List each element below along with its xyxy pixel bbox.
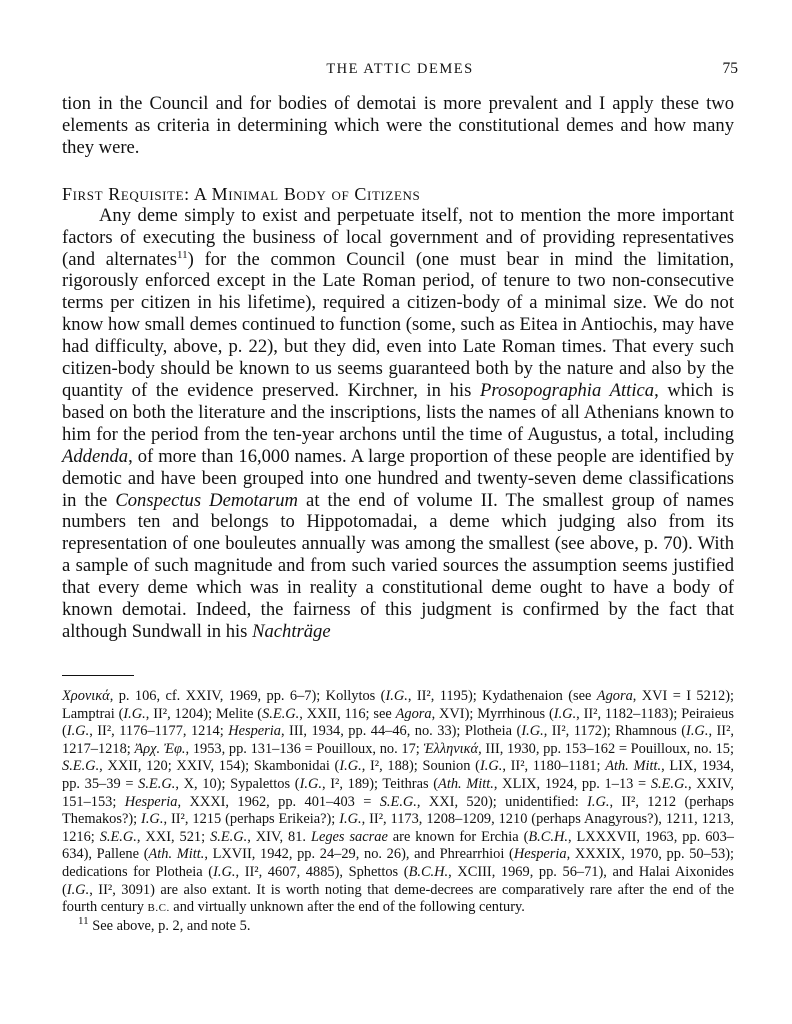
page-number: 75 — [722, 60, 738, 77]
footnote-rule — [62, 675, 134, 676]
running-head: THE ATTIC DEMES — [326, 61, 474, 77]
footnote-11: $^{11}$ See above, p. 2, and note 5. — [78, 914, 251, 934]
footnote-number: 11 — [78, 914, 89, 927]
paragraph-continued: tion in the Council and for bodies of demotai is more prevalent and I apply these two elements as criteria in determining which were the constitutional demes and how many they were. — [62, 93, 734, 158]
page-header — [62, 58, 738, 82]
footnote-reference: 11 — [177, 248, 188, 261]
footnote-continuation: Χρονικά, p. 106, cf. XXIV, 1969, pp. 6–7); Kollytos (I.G., II², 1195); Kydathenaion (see Agora, XVI = I 5212); Lamptrai (I.G., II², 1204); Melite (S.E.G., XXII, 116; see Agora, XVI); Myrrhinous (I.G., II², 1182–1183); Peiraieus (I.G., II², 1176–1177, 1214; Hesperia, III, 1934, pp. 44–46, no. 33); Plotheia (I.G., II², 1172); Rhamnous (I.G., II², 1217–1218; Ἀρχ. Ἐφ., 1953, pp. 131–136 = Pouilloux, no. 17; Ἑλληνικά, III, 1930, pp. 153–162 = Pouilloux, no. 15; S.E.G., XXII, 120; XXIV, 154); Skambonidai (I.G., I², 188); Sounion (I.G., II², 1180–1181; Ath. Mitt., LIX, 1934, pp. 35–39 = S.E.G., X, 10); Sypalettos (I.G., I², 189); Teithras (Ath. Mitt., XLIX, 1924, pp. 1–13 = S.E.G., XXIV, 151–153; Hesperia, XXXI, 1962, pp. 401–403 = S.E.G., XXI, 520); unidentified: I.G., II², 1212 (perhaps Themakos?); I.G., II², 1215 (perhaps Erikeia?); I.G., II², 1173, 1208–1209, 1210 (perhaps Anagyrous?), 1211, 1213, 1216; S.E.G., XXI, 521; S.E.G., XIV, 81. Leges sacrae are known for Erchia (B.C.H., LXXXVII, 1963, pp. 603–634), Pallene (Ath. Mitt., LXVII, 1942, pp. 24–29, no. 26), and Phrearrhioi (Hesperia, XXXIX, 1970, pp. 50–53); dedications for Plotheia (I.G., II², 4607, 4885), Sphettos (B.C.H., XCIII, 1969, pp. 56–71), and Halai Aixonides (I.G., II², 3091) are also extant. It is worth noting that deme-decrees are comparatively rare after the end of the fourth century B.C. and virtually unknown after the end of the following century. — [62, 688, 735, 916]
footnotes — [62, 688, 734, 935]
main-text — [62, 93, 734, 643]
section-heading: First Requisite: A Minimal Body of Citizens — [62, 183, 421, 204]
paragraph-first-requisite: Any deme simply to exist and perpetuate itself, not to mention the more important factors of executing the business of local government and of providing representatives (and alternates$^{11}$) for the common Council (one must bear in mind the limitation, rigorously enforced except in the Late Roman period, of tenure to two non-consecutive terms per citizen in his lifetime), required a citizen-body of a minimal size. We do not know how small demes continued to function (some, such as Eitea in Antiochis, may have had difficulty, above, p. 22), but they did, even into Late Roman times. That every such citizen-body should be known to us seems guaranteed both by the nature and also by the quantity of the evidence preserved. Kirchner, in his Prosopographia Attica, which is based on both the literature and the inscriptions, lists the names of all Athenians known to him for the period from the ten-year archons until the time of Augustus, a total, including Addenda, of more than 16,000 names. A large proportion of these people are identified by demotic and have been grouped into one hundred and twenty-seven deme classifications in the Conspectus Demotarum at the end of volume II. The smallest group of names numbers ten and belongs to Hippotomadai, a deme which judging also from its representation of one bouleutes annually was among the smallest (see above, p. 70). With a sample of such magnitude and from such varied sources the assumption seems justified that every deme which was in reality a constitutional deme ought to have a body of known demotai. Indeed, the fairness of this judgment is confirmed by the fact that although Sundwall in his Nachträge — [62, 204, 735, 642]
